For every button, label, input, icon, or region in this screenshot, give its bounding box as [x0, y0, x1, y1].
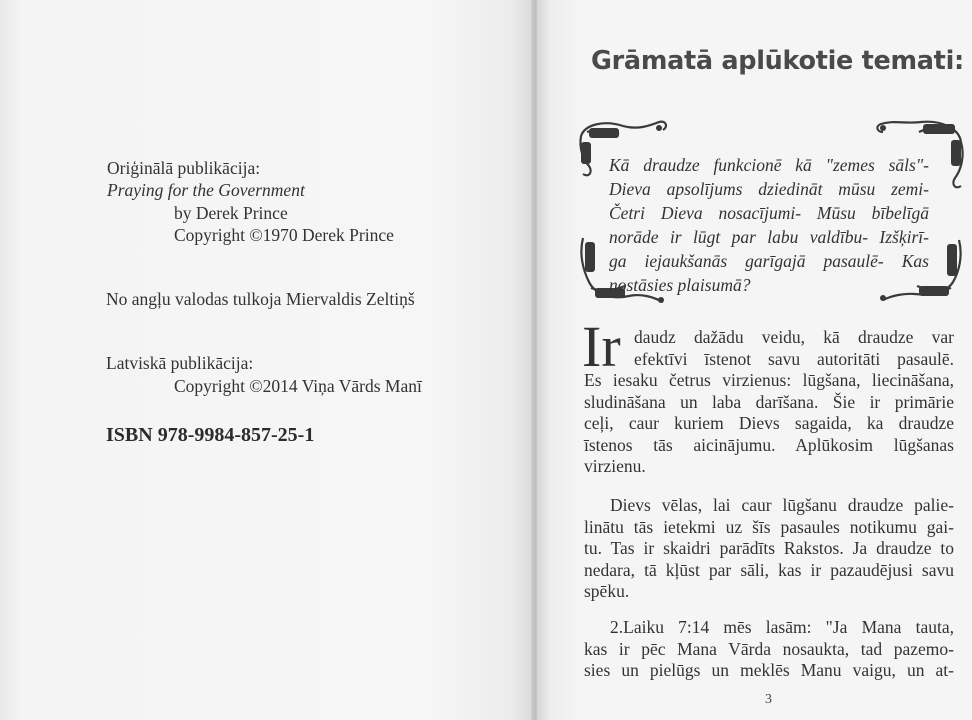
topics-line: Dieva apsolījums dziedināt mūsu zemi- [609, 179, 929, 199]
drop-cap: Ir [582, 314, 621, 379]
latvian-copyright: Copyright ©2014 Viņa Vārds Manī [174, 376, 422, 396]
topics-line: Kā draudze funkcionē kā "zemes sāls"- [609, 155, 929, 175]
paragraph-2 [584, 495, 954, 603]
paragraph-line: daudz dažādu veidu, kā draudze var [634, 327, 954, 347]
topics-line: ga iejaukšanās garīgajā pasaulē- Kas [609, 251, 929, 271]
paragraph-line: sludināšana un laba darīšana. Šie ir primārie [584, 391, 954, 412]
paragraph-line: nedara, tā kļūst par sāli, kas ir pazaudējusi savu [584, 559, 954, 580]
original-copyright: Copyright ©1970 Derek Prince [174, 225, 394, 245]
topics-line: norāde ir lūgt par labu valdību- Izšķirī- [609, 227, 929, 247]
paragraph-line: linātu tās ietekmi uz šīs pasaules notikumu gai- [584, 516, 954, 537]
topics-line: nostāsies plaisumā? [609, 275, 751, 295]
paragraph-3 [584, 617, 954, 682]
paragraph-line: īstenos tās aicinājumu. Aplūkosim lūgšanas [584, 434, 954, 455]
translator-line: No angļu valodas tulkoja Miervaldis Zeltiņš [106, 289, 415, 309]
author-line: by Derek Prince [174, 203, 288, 223]
isbn: ISBN 978-9984-857-25-1 [106, 424, 315, 446]
paragraph-line: Es iesaku četrus virzienus: lūgšana, liecināšana, [584, 370, 954, 390]
paragraph-1-head [634, 327, 954, 370]
paragraph-1-body [584, 370, 954, 478]
original-title: Praying for the Government [107, 180, 305, 200]
topics-list [609, 153, 929, 297]
paragraph-line: tu. Tas ir skaidri parādīts Rakstos. Ja draudze to [584, 538, 954, 558]
paragraph-line: efektīvi īstenot savu autoritāti pasaulē. [634, 348, 954, 369]
paragraph-line: ceļi, caur kuriem Dievs sagaida, ka draudze [584, 413, 954, 433]
paragraph-line: 2.Laiku 7:14 mēs lasām: "Ja Mana tauta, [610, 617, 954, 637]
paragraph-line: spēku. [584, 581, 630, 601]
paragraph-line: Dievs vēlas, lai caur lūgšanu draudze palie- [610, 495, 954, 515]
paragraph-line: sies un pielūgs un meklēs Manu vaigu, un at- [584, 660, 954, 680]
paragraph-line: kas ir pēc Mana Vārda nosaukta, tad pazemo- [584, 638, 954, 659]
page-number: 3 [765, 692, 772, 707]
latvian-publication-label: Latviskā publikācija: [106, 353, 254, 373]
original-publication-label: Oriģinālā publikācija: [107, 158, 261, 178]
topics-line: Četri Dieva nosacījumi- Mūsu bībelīgā [609, 203, 929, 223]
paragraph-line: virzienu. [584, 456, 646, 476]
topics-heading: Grāmatā aplūkotie temati: [591, 46, 964, 76]
